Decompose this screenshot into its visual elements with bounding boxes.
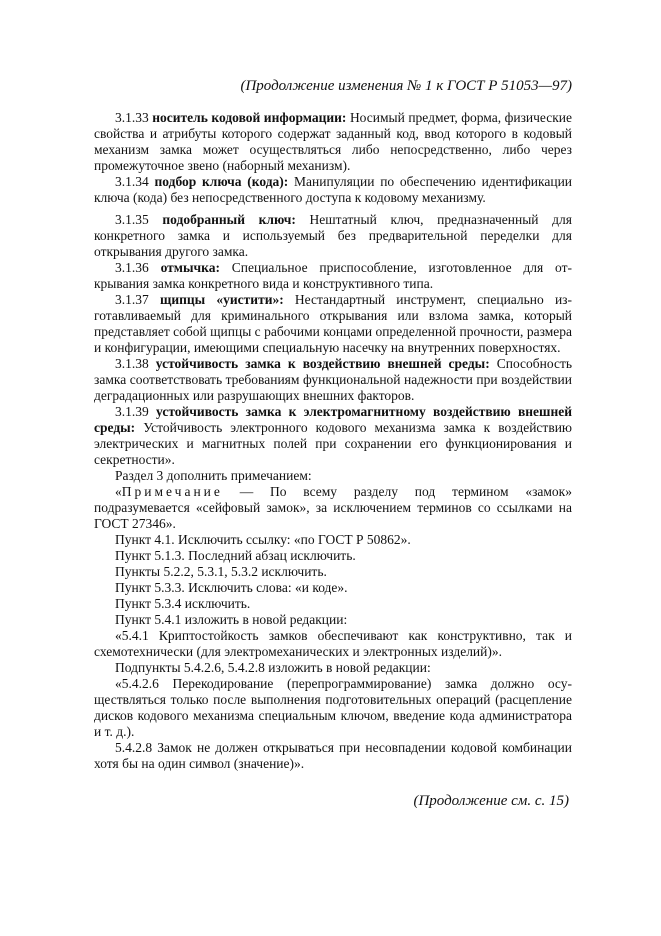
definition-text: Манипуляции по обеспечению идентификации ключа (кода) без непосредственного доступа к кодовому механизму. [94, 174, 573, 205]
instruction-5-3-4: Пункт 5.3.4 исключить. [115, 596, 251, 611]
definition-number: 3.1.37 [115, 292, 149, 307]
header-continuation: (Продолжение изменения № 1 к ГОСТ Р 51053—97) [240, 78, 572, 94]
definition-3-1-38 [94, 356, 572, 404]
section3-note [94, 484, 572, 532]
body-text [94, 110, 572, 772]
definition-text: Устойчивость электронного кодового механизма замка к воздействию электрических и магнитных полей при сохранении его функционирования и секретности». [94, 420, 573, 467]
definition-term: щипцы «уистити»: [159, 292, 284, 307]
instruction-5-2-2: Пункты 5.2.2, 5.3.1, 5.3.2 исключить. [115, 564, 327, 579]
note-text: — По всему разделу под термином «замок» подразумевается «сейфовый замок», за исключением терминов со ссылками на ГОСТ 27346». [94, 484, 572, 531]
definition-3-1-34 [94, 174, 572, 206]
instruction-5-4-2: Подпункты 5.4.2.6, 5.4.2.8 изложить в новой редакции: [115, 660, 431, 675]
definition-text: Нештатный ключ, предназначенный для конкретного замка и используемый без предварительной переделки для открывания другого замка. [94, 212, 572, 259]
definition-text: Способность замка соответствовать требованиям функциональной надежности при воздействии деградационных или разрушающих внешних факторов. [94, 356, 573, 403]
definition-number: 3.1.36 [115, 260, 149, 275]
section3-intro: Раздел 3 дополнить примечанием: [115, 468, 312, 483]
instruction-4-1: Пункт 4.1. Исключить ссылку: «по ГОСТ Р 50862». [115, 532, 411, 547]
definition-term: устойчивость замка к электромагнитному воздействию внешней среды: [94, 404, 572, 435]
definition-3-1-37 [94, 292, 572, 356]
definition-term: отмычка: [160, 260, 220, 275]
note-open-quote: « [115, 484, 122, 499]
definition-term: подбор ключа (кода): [154, 174, 289, 189]
definition-3-1-36 [94, 260, 572, 292]
definition-number: 3.1.38 [115, 356, 149, 371]
definition-3-1-35 [94, 212, 572, 260]
definition-3-1-33 [94, 110, 572, 174]
definition-number: 3.1.34 [115, 174, 149, 189]
new-text-5-4-2-6: «5.4.2.6 Перекодирование (перепрограммирование) замка должно осуществляться только после выполнения подготовительных операций (расцепление дисков кодового механизма специальным ключом, введение кода администратора и т. д.). [94, 676, 572, 739]
definition-number: 3.1.35 [115, 212, 149, 227]
instruction-5-3-3: Пункт 5.3.3. Исключить слова: «и коде». [115, 580, 348, 595]
note-label: Примечание [121, 484, 223, 499]
definition-term: устойчивость замка к воздействию внешней среды: [155, 356, 490, 371]
instruction-5-1-3: Пункт 5.1.3. Последний абзац исключить. [115, 548, 356, 563]
definition-text: Нестандартный инструмент, специально изготавливаемый для криминального открывания или взлома замка, который представляет собой щипцы с рабочими концами определенной прочности, размера и конфигурации, имеющими специальную насечку на внутренних поверхностях. [94, 292, 573, 355]
definition-number: 3.1.33 [115, 110, 149, 125]
footer-continuation: (Продолжение см. с. 15) [413, 793, 569, 809]
instruction-5-4-1: Пункт 5.4.1 изложить в новой редакции: [115, 612, 348, 627]
definition-text: Носимый предмет, форма, физические свойства и атрибуты которого содержат заданный код, ввод которого в кодовый механизм замка может осуществляться либо непосредственно, либо через промежуточное звено (наборный механизм). [94, 110, 573, 173]
definition-3-1-39 [94, 404, 572, 468]
definition-text: Специальное приспособление, изготовленное для открывания замка конкретного вида и конструктивного типа. [94, 260, 572, 291]
new-text-5-4-1: «5.4.1 Криптостойкость замков обеспечивают как конструктивно, так и схемотехнически (для электромеханических и электронных изделий)». [94, 628, 572, 659]
definition-term: носитель кодовой информации: [152, 110, 347, 125]
definition-number: 3.1.39 [115, 404, 149, 419]
definition-term: подобранный ключ: [162, 212, 296, 227]
new-text-5-4-2-8: 5.4.2.8 Замок не должен открываться при несовпадении кодовой комбинации хотя бы на один символ (значение)». [94, 740, 572, 771]
